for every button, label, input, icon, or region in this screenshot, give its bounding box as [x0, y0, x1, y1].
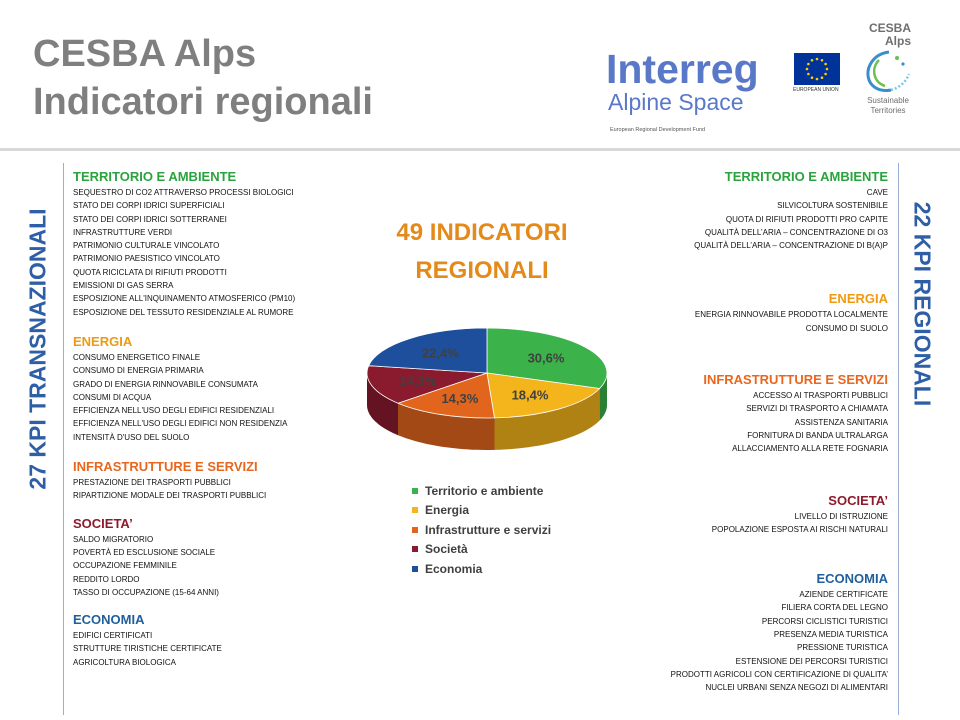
kpi-item: QUOTA DI RIFIUTI PRODOTTI PRO CAPITE	[725, 214, 888, 224]
pie-data-label: 30,6%	[527, 350, 565, 366]
kpi-item: PERCORSI CICLISTICI TURISTICI	[761, 616, 888, 626]
legend-label: Economia	[425, 561, 483, 576]
kpi-item: INFRASTRUTTURE VERDI	[73, 227, 173, 237]
section-heading: INFRASTRUTTURE E SERVIZI	[73, 459, 258, 475]
section-heading: SOCIETA’	[73, 515, 133, 531]
kpi-item: PRESENZA MEDIA TURISTICA	[773, 630, 888, 640]
kpi-section	[73, 611, 343, 669]
section-heading: ENERGIA	[73, 333, 133, 349]
kpi-item: CONSUMO DI SUOLO	[805, 323, 888, 333]
erdf-caption: European Regional Development Fund	[610, 127, 706, 133]
pie-data-label: 22,4%	[421, 345, 459, 361]
regional-kpi-list	[588, 168, 888, 695]
header-divider	[0, 148, 960, 151]
left-side-label-text: 27 KPI TRANSNAZIONALI	[24, 208, 51, 490]
kpi-item: STATO DEI CORPI IDRICI SUPERFICIALI	[73, 201, 225, 211]
kpi-item: PRODOTTI AGRICOLI CON CERTIFICAZIONE DI QUALITA’	[670, 669, 888, 679]
kpi-item: SALDO MIGRATORIO	[73, 534, 154, 544]
kpi-item: EDIFICI CERTIFICATI	[73, 631, 153, 641]
interreg-logo	[606, 45, 846, 135]
kpi-item: CAVE	[866, 188, 888, 197]
kpi-item: SERVIZI DI TRASPORTO A CHIAMATA	[746, 404, 888, 414]
section-heading: INFRASTRUTTURE E SERVIZI	[703, 372, 888, 388]
kpi-item: FORNITURA DI BANDA ULTRALARGA	[747, 430, 888, 440]
cesba-logo-line-1: CESBA	[868, 21, 911, 35]
kpi-section	[588, 371, 888, 455]
legend-item	[412, 559, 551, 579]
kpi-item: REDDITO LORDO	[73, 574, 140, 584]
section-heading: TERRITORIO E AMBIENTE	[724, 169, 888, 184]
legend-item	[412, 501, 551, 521]
kpi-item: FILIERA CORTA DEL LEGNO	[781, 603, 888, 613]
kpi-item: CONSUMI DI ACQUA	[73, 392, 152, 402]
kpi-item: EFFICIENZA NELL'USO DEGLI EDIFICI RESIDENZIALI	[73, 406, 275, 416]
kpi-item: PATRIMONIO CULTURALE VINCOLATO	[73, 241, 220, 251]
section-heading: ENERGIA	[828, 291, 888, 307]
kpi-item: ESPOSIZIONE DEL TESSUTO RESIDENZIALE AL RUMORE	[73, 307, 294, 317]
section-heading: ECONOMIA	[816, 571, 888, 587]
cesba-logo-subtitle	[857, 96, 919, 116]
kpi-item: TASSO DI OCCUPAZIONE (15-64 ANNI)	[73, 587, 219, 597]
legend-item	[412, 520, 551, 540]
kpi-item: QUOTA RICICLATA DI RIFIUTI PRODOTTI	[73, 267, 227, 277]
kpi-item: QUALITÀ DELL’ARIA – CONCENTRAZIONE DI O3	[704, 227, 888, 237]
kpi-item: CONSUMO DI ENERGIA PRIMARIA	[73, 366, 204, 376]
kpi-item: PATRIMONIO PAESISTICO VINCOLATO	[73, 254, 220, 264]
center-title-line-1: 49 INDICATORI	[396, 219, 568, 246]
cesba-sub-line-2: Territories	[870, 106, 906, 115]
legend-swatch	[412, 488, 418, 494]
pie-data-label: 14,3%	[399, 373, 437, 389]
kpi-item: PRESTAZIONE DEI TRASPORTI PUBBLICI	[73, 478, 231, 488]
kpi-section	[73, 168, 343, 319]
right-divider	[898, 163, 899, 715]
kpi-item: STATO DEI CORPI IDRICI SOTTERRANEI	[73, 214, 227, 224]
right-side-label-text: 22 KPI REGIONALI	[909, 201, 936, 406]
kpi-section	[73, 458, 343, 503]
interreg-wordmark: Interreg	[606, 46, 759, 92]
cesba-sub-line-1: Sustainable	[867, 96, 909, 105]
kpi-section	[73, 333, 343, 444]
legend-swatch	[412, 527, 418, 533]
kpi-item: POPOLAZIONE ESPOSTA AI RISCHI NATURALI	[711, 524, 888, 534]
kpi-item: AGRICOLTURA BIOLOGICA	[73, 657, 176, 667]
center-title-line-2: REGIONALI	[415, 257, 549, 284]
eu-flag-icon	[794, 53, 840, 85]
pie-data-label: 14,3%	[441, 391, 479, 406]
kpi-item: ESPOSIZIONE ALL'INQUINAMENTO ATMOSFERICO (PM10)	[73, 294, 296, 304]
center-title	[352, 214, 612, 290]
eu-caption: EUROPEAN UNION	[793, 87, 839, 93]
kpi-item: INTENSITÀ D'USO DEL SUOLO	[73, 432, 190, 442]
legend-label: Territorio e ambiente	[425, 483, 544, 498]
kpi-item: SEQUESTRO DI CO2 ATTRAVERSO PROCESSI BIOLOGICI	[73, 188, 294, 197]
kpi-item: EFFICIENZA NELL'USO DEGLI EDIFICI NON RESIDENZIA	[73, 419, 288, 429]
title-line-1: CESBA Alps	[33, 33, 257, 75]
kpi-item: NUCLEI URBANI SENZA NEGOZI DI ALIMENTARI	[705, 683, 888, 693]
transnational-kpi-list	[73, 168, 343, 669]
kpi-item: RIPARTIZIONE MODALE DEI TRASPORTI PUBBLICI	[73, 491, 267, 501]
section-heading: TERRITORIO E AMBIENTE	[73, 169, 237, 184]
kpi-item: LIVELLO DI ISTRUZIONE	[794, 511, 888, 521]
kpi-section	[588, 492, 888, 537]
cesba-logo	[855, 22, 925, 122]
kpi-section	[588, 290, 888, 335]
left-side-label	[18, 166, 58, 532]
kpi-item: ENERGIA RINNOVABILE PRODOTTA LOCALMENTE	[694, 310, 888, 320]
left-divider	[63, 163, 64, 715]
kpi-item: SILVICOLTURA SOSTENIBILE	[777, 201, 888, 211]
kpi-item: CONSUMO ENERGETICO FINALE	[73, 352, 201, 362]
kpi-item: GRADO DI ENERGIA RINNOVABILE CONSUMATA	[73, 379, 258, 389]
legend-swatch	[412, 507, 418, 513]
kpi-section	[588, 570, 888, 694]
right-side-label	[902, 176, 942, 431]
kpi-item: QUALITÀ DELL’ARIA – CONCENTRAZIONE DI B(A)P	[694, 241, 888, 251]
indicator-pie-chart	[360, 318, 620, 468]
kpi-item: ASSISTENZA SANITARIA	[794, 417, 888, 427]
chart-legend	[412, 481, 551, 579]
kpi-item: ACCESSO AI TRASPORTI PUBBLICI	[753, 391, 888, 401]
kpi-section	[73, 515, 343, 599]
legend-label: Società	[425, 542, 468, 557]
kpi-item: ALLACCIAMENTO ALLA RETE FOGNARIA	[732, 444, 888, 454]
cesba-logo-line-2: Alps	[884, 34, 911, 48]
kpi-item: EMISSIONI DI GAS SERRA	[73, 281, 174, 291]
kpi-item: PRESSIONE TURISTICA	[797, 643, 888, 653]
legend-item	[412, 540, 551, 560]
kpi-item: OCCUPAZIONE FEMMINILE	[73, 561, 177, 571]
section-heading: ECONOMIA	[73, 612, 145, 628]
alpine-space-wordmark: Alpine Space	[608, 89, 744, 115]
legend-item	[412, 481, 551, 501]
kpi-item: POVERTÀ ED ESCLUSIONE SOCIALE	[73, 547, 216, 557]
title-line-2: Indicatori regionali	[33, 81, 373, 123]
kpi-item: AZIENDE CERTIFICATE	[799, 590, 888, 600]
page-title	[33, 30, 373, 126]
kpi-section	[588, 168, 888, 252]
legend-label: Energia	[425, 503, 470, 518]
legend-swatch	[412, 566, 418, 572]
kpi-item: STRUTTURE TIRISTICHE CERTIFICATE	[73, 644, 222, 654]
cesba-swirl-icon	[859, 48, 915, 94]
kpi-item: ESTENSIONE DEI PERCORSI TURISTICI	[735, 656, 888, 666]
cesba-logo-name	[869, 22, 911, 48]
section-heading: SOCIETA’	[828, 492, 888, 508]
legend-label: Infrastrutture e servizi	[425, 522, 552, 537]
pie-data-label: 18,4%	[511, 387, 549, 403]
legend-swatch	[412, 546, 418, 552]
